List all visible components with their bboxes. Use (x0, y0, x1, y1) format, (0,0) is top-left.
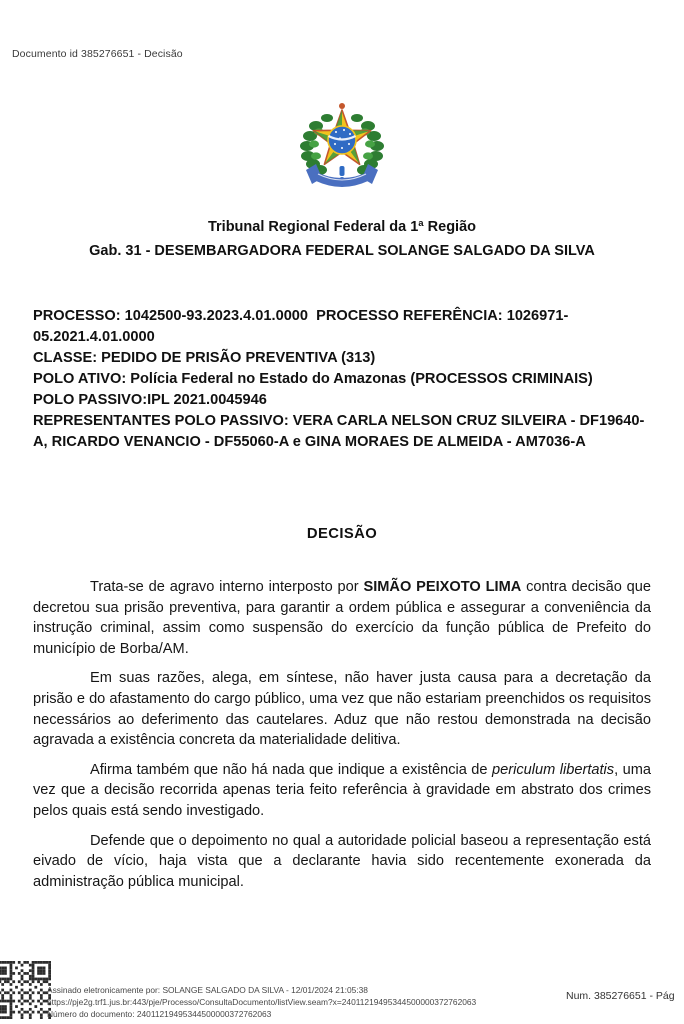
signature-footer (47, 984, 476, 1021)
signed-by-text: Assinado eletronicamente por: SOLANGE SALGADO DA SILVA - 12/01/2024 21:05:38 (47, 985, 368, 995)
body-paragraph: Em suas razões, alega, em síntese, não haver justa causa para a decretação da prisão e do afastamento do cargo público, uma vez que não estariam preenchidos os requisitos necessários ao deferimento das cautelares. Aduz que não restou demonstrada na decisão agravada a existência concreta da materialidade delitiva. (33, 670, 651, 749)
coat-of-arms-icon (292, 94, 392, 196)
court-chamber: Gab. 31 - DESEMBARGADORA FEDERAL SOLANGE SALGADO DA SILVA (89, 243, 595, 259)
verification-url: https://pje2g.trf1.jus.br:443/pje/Processo/ConsultaDocumento/listView.seam?x=24011219495344500000372762063 (47, 997, 477, 1008)
qr-code-icon (0, 961, 51, 1019)
document-number-text: Número do documento: 24011219495344500000372762063 (47, 1009, 272, 1020)
body-paragraph: Trata-se de agravo interno interposto por SIMÃO PEIXOTO LIMA contra decisão que decretou sua prisão preventiva, para garantir a ordem pública e assegurar a conveniência da instrução criminal, assim como suspensão do exercício da função pública de Prefeito do município de Borba/AM. (33, 579, 652, 657)
court-title: Tribunal Regional Federal da 1ª Região (207, 219, 477, 235)
process-line: POLO PASSIVO:IPL 2021.0045946 (33, 392, 267, 408)
process-line: PROCESSO: 1042500-93.2023.4.01.0000 PROCESSO REFERÊNCIA: 1026971-05.2021.4.01.0000 (33, 308, 569, 345)
body-paragraph: Defende que o depoimento no qual a autoridade policial baseou a representação está eivado de vício, haja vista que a declarante havia sido recentemente exonerada da administração pública municipal. (33, 832, 651, 890)
qr-code (0, 961, 51, 1019)
decision-body (33, 577, 651, 901)
coat-of-arms (292, 94, 392, 196)
process-line: POLO ATIVO: Polícia Federal no Estado do Amazonas (PROCESSOS CRIMINAIS) (33, 371, 593, 387)
process-line: REPRESENTANTES POLO PASSIVO: VERA CARLA NELSON CRUZ SILVEIRA - DF19640-A, RICARDO VENANCIO - DF55060-A e GINA MORAES DE ALMEIDA - AM7036-A (33, 413, 645, 450)
document-id-header: Documento id 385276651 - Decisão (12, 48, 183, 60)
page-number-ref: Num. 385276651 - Pág (566, 990, 675, 1002)
process-info (33, 306, 652, 453)
decision-heading: DECISÃO (306, 526, 378, 542)
body-paragraph: Afirma também que não há nada que indique a existência de periculum libertatis, uma vez que a decisão recorrida apenas teria feito referência à gravidade em abstrato dos crimes pelos quais está sendo investigado. (33, 761, 651, 819)
process-line: CLASSE: PEDIDO DE PRISÃO PREVENTIVA (313) (33, 350, 376, 366)
court-header (0, 219, 684, 259)
